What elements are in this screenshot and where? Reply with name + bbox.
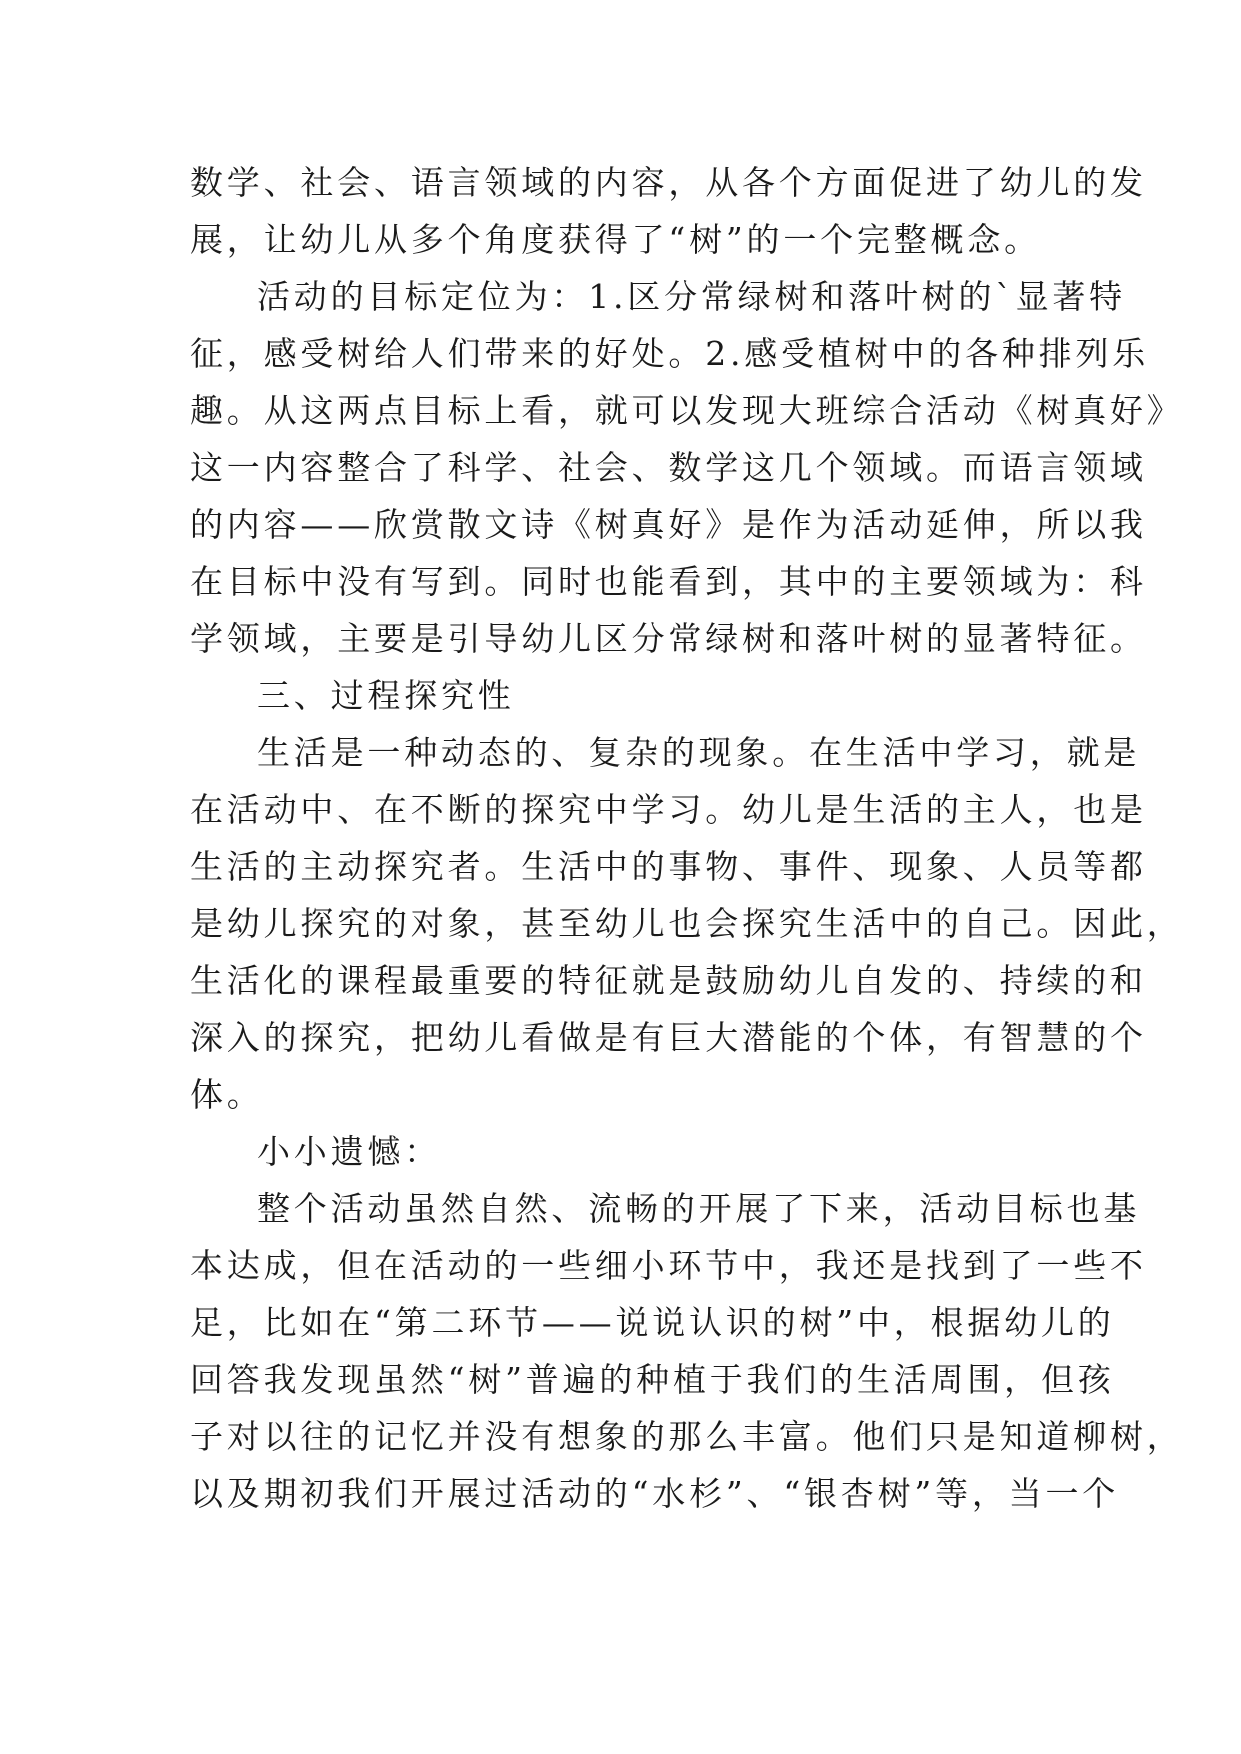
text-line: 回答我发现虽然“树”普遍的种植于我们的生活周围，但孩: [190, 1360, 1115, 1399]
text-line: 子对以往的记忆并没有想象的那么丰富。他们只是知道柳树，: [190, 1417, 1184, 1456]
text-line: 本达成，但在活动的一些细小环节中，我还是找到了一些不: [190, 1246, 1147, 1285]
text-line: 征，感受树给人们带来的好处。2.感受植树中的各种排列乐: [190, 334, 1150, 373]
text-line: 这一内容整合了科学、社会、数学这几个领域。而语言领域: [190, 448, 1147, 487]
text-line: 在活动中、在不断的探究中学习。幼儿是生活的主人，也是: [190, 790, 1147, 829]
text-line: 足，比如在“第二环节——说说认识的树”中，根据幼儿的: [190, 1303, 1115, 1342]
subheading: 小小遗憾：: [257, 1132, 441, 1171]
section-heading: 三、过程探究性: [257, 676, 515, 715]
text-line: 在目标中没有写到。同时也能看到，其中的主要领域为：科: [190, 562, 1147, 601]
text-line: 学领域，主要是引导幼儿区分常绿树和落叶树的显著特征。: [190, 619, 1147, 658]
text-line: 生活的主动探究者。生活中的事物、事件、现象、人员等都: [190, 847, 1147, 886]
text-line: 数学、社会、语言领域的内容，从各个方面促进了幼儿的发: [190, 163, 1147, 202]
text-line: 生活是一种动态的、复杂的现象。在生活中学习，就是: [257, 733, 1141, 772]
text-line: 生活化的课程最重要的特征就是鼓励幼儿自发的、持续的和: [190, 961, 1147, 1000]
text-line: 活动的目标定位为：1.区分常绿树和落叶树的`显著特: [257, 277, 1126, 316]
text-line: 趣。从这两点目标上看，就可以发现大班综合活动《树真好》: [190, 391, 1184, 430]
text-line: 整个活动虽然自然、流畅的开展了下来，活动目标也基: [257, 1189, 1141, 1228]
text-line: 深入的探究，把幼儿看做是有巨大潜能的个体，有智慧的个: [190, 1018, 1147, 1057]
text-line: 的内容——欣赏散文诗《树真好》是作为活动延伸，所以我: [190, 505, 1147, 544]
text-line: 是幼儿探究的对象，甚至幼儿也会探究生活中的自己。因此，: [190, 904, 1184, 943]
text-line: 体。: [190, 1075, 264, 1114]
text-line: 展，让幼儿从多个角度获得了“树”的一个完整概念。: [190, 220, 1041, 259]
text-line: 以及期初我们开展过活动的“水杉”、“银杏树”等，当一个: [190, 1474, 1120, 1513]
